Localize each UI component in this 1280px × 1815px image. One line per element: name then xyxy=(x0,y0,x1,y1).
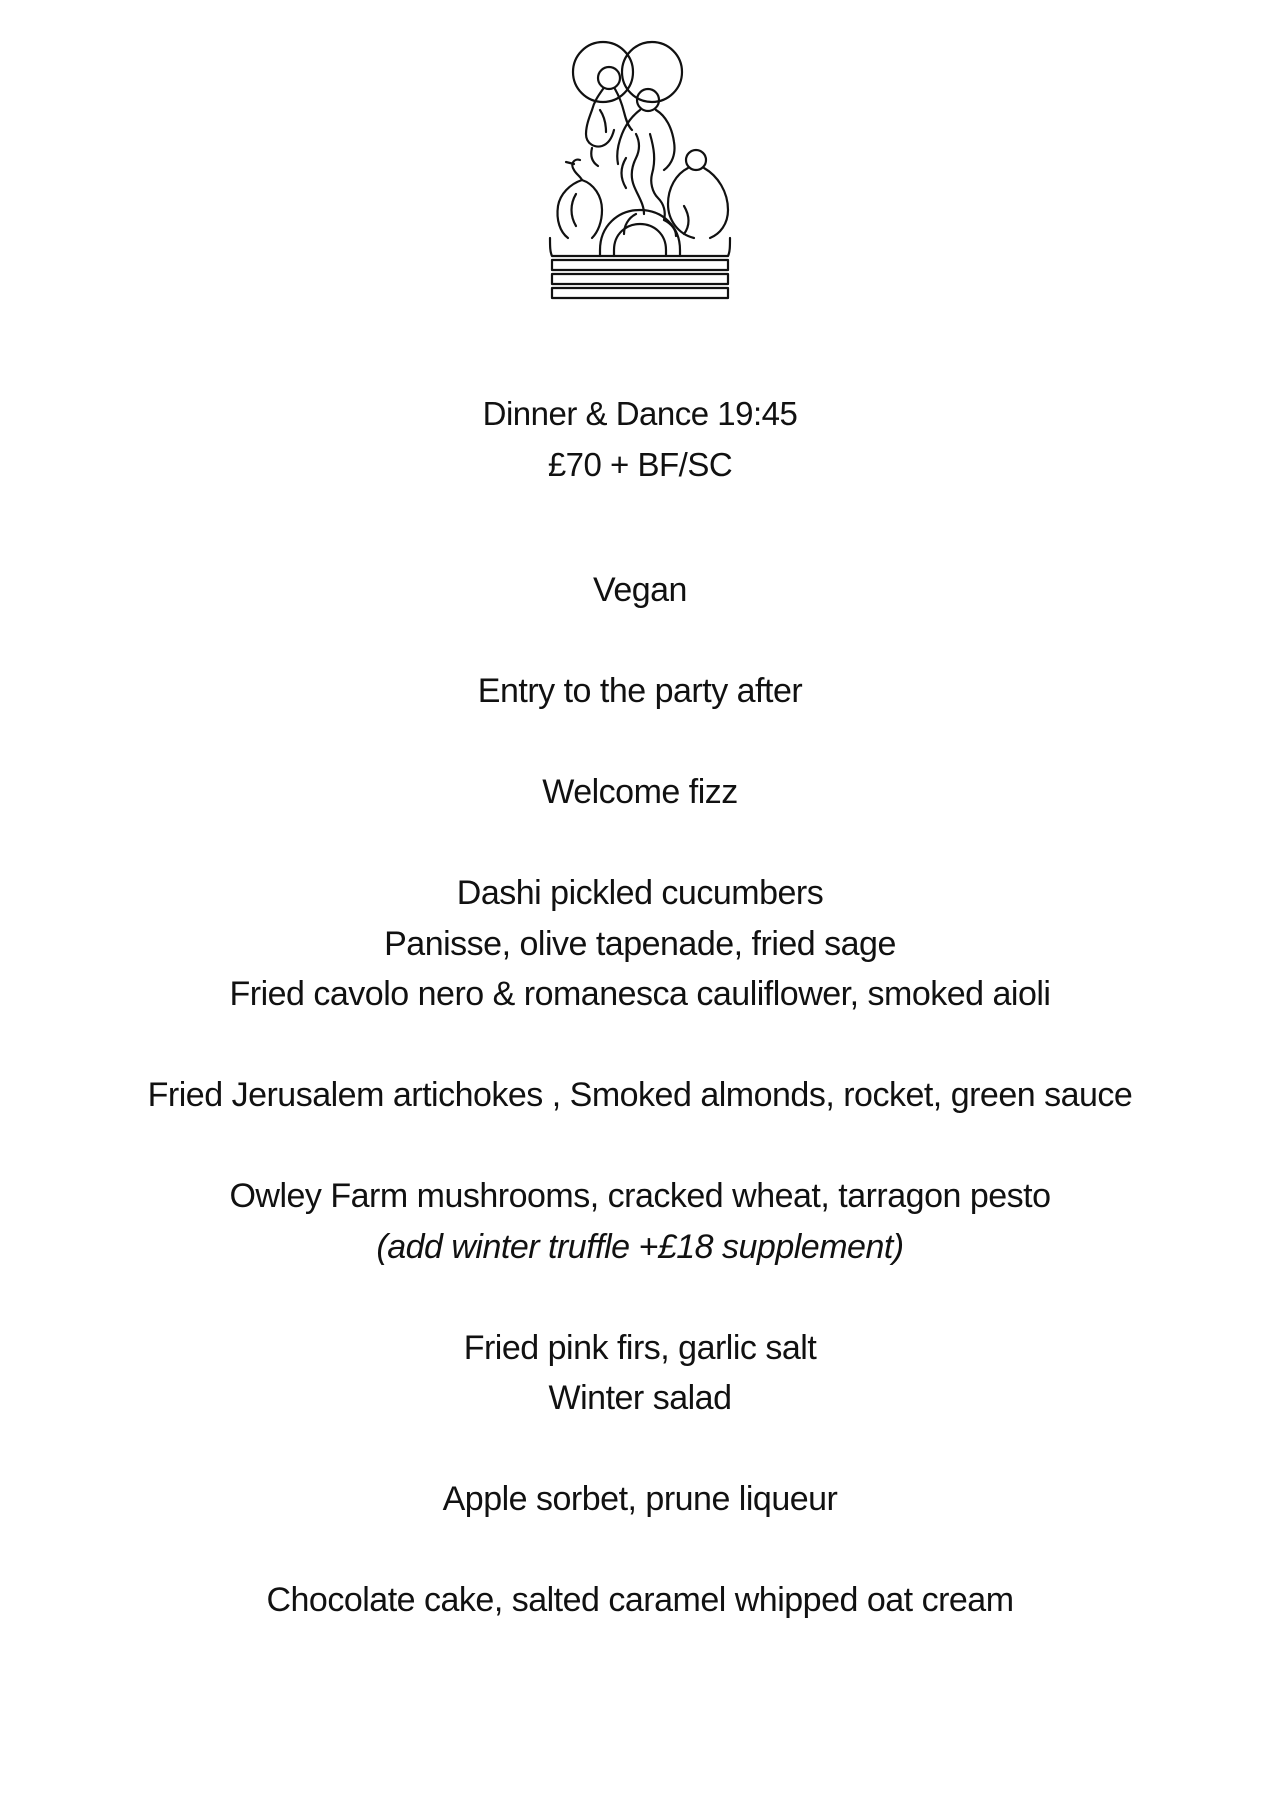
event-title: Dinner & Dance 19:45 xyxy=(482,395,798,432)
menu-item: Owley Farm mushrooms, cracked wheat, tarragon pesto xyxy=(229,1177,1051,1215)
dancing-figures-sculpture-icon xyxy=(540,38,740,338)
menu-item: Dashi pickled cucumbers xyxy=(456,874,824,912)
menu-item: Panisse, olive tapenade, fried sage xyxy=(384,924,896,963)
menu-item: Apple sorbet, prune liqueur xyxy=(442,1480,838,1518)
menu-header xyxy=(0,388,1280,490)
event-price: £70 + BF/SC xyxy=(547,446,733,483)
menu-item: Fried cavolo nero & romanesca cauliflower, smoked aioli xyxy=(229,975,1051,1013)
menu-item: Fried Jerusalem artichokes , Smoked almonds, rocket, green sauce xyxy=(147,1076,1133,1114)
menu-item: Fried pink firs, garlic salt xyxy=(463,1328,817,1367)
diet-label: Vegan xyxy=(593,571,687,609)
menu-item: Winter salad xyxy=(548,1379,732,1417)
welcome-drink: Welcome fizz xyxy=(542,773,738,811)
menu-body xyxy=(0,565,1280,1626)
supplement-note: (add winter truffle +£18 supplement) xyxy=(376,1227,904,1266)
menu-item: Chocolate cake, salted caramel whipped oat cream xyxy=(266,1581,1014,1619)
entry-note: Entry to the party after xyxy=(477,672,803,710)
